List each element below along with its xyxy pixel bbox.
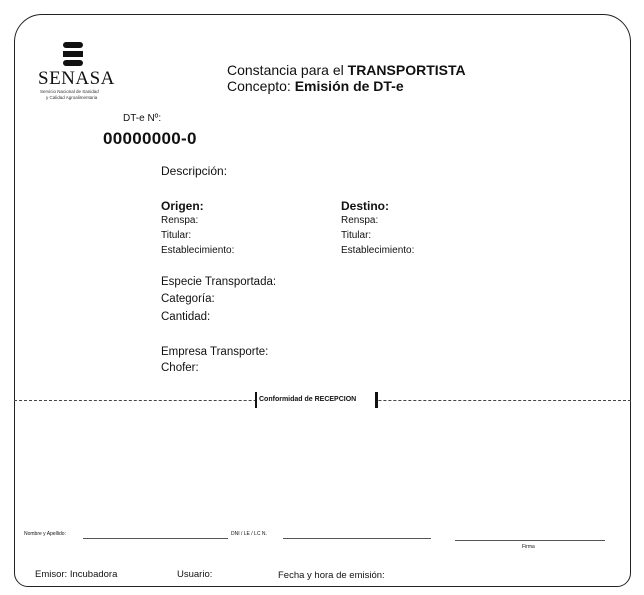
document-frame — [14, 14, 631, 587]
descripcion-label: Descripción: — [161, 164, 228, 178]
destino-title: Destino: — [341, 199, 389, 213]
dni-line — [283, 538, 431, 539]
firma-label: Firma — [522, 544, 535, 550]
categoria-label: Categoría: — [161, 293, 215, 305]
cantidad-label: Cantidad: — [161, 311, 211, 323]
firma-line — [455, 540, 605, 541]
origen-title: Origen: — [161, 199, 204, 213]
senasa-logo-icon — [62, 42, 84, 68]
dte-number: 00000000-0 — [103, 129, 197, 148]
destino-renspa: Renspa: — [341, 215, 379, 226]
header-line1: Constancia para el TRANSPORTISTA — [227, 62, 466, 78]
header-line2: Concepto: Emisión de DT-e — [227, 78, 404, 94]
logo-name: SENASA — [38, 68, 115, 89]
destino-establecimiento: Establecimiento: — [341, 245, 415, 256]
empresa-label: Empresa Transporte: — [161, 346, 269, 358]
nombre-label: Nombre y Apellido: — [24, 531, 66, 537]
logo-subtitle-line1: Servicio Nacional de Sanidad — [40, 89, 99, 94]
logo-subtitle-line2: y Calidad Agroalimentaria — [46, 95, 98, 100]
usuario-label: Usuario: — [177, 569, 213, 580]
origen-renspa: Renspa: — [161, 215, 199, 226]
fecha-label: Fecha y hora de emisión: — [278, 570, 385, 581]
origen-establecimiento: Establecimiento: — [161, 245, 235, 256]
nombre-line — [83, 538, 228, 539]
especie-label: Especie Transportada: — [161, 276, 277, 288]
dni-label: DNI / LE / LC N. — [231, 531, 267, 537]
origen-titular: Titular: — [161, 230, 192, 241]
chofer-label: Chofer: — [161, 362, 199, 374]
dte-label: DT-e Nº: — [123, 113, 162, 124]
conformidad-label: Conformidad de RECEPCION — [259, 396, 357, 403]
destino-titular: Titular: — [341, 230, 372, 241]
emisor-label: Emisor: Incubadora — [35, 569, 118, 580]
